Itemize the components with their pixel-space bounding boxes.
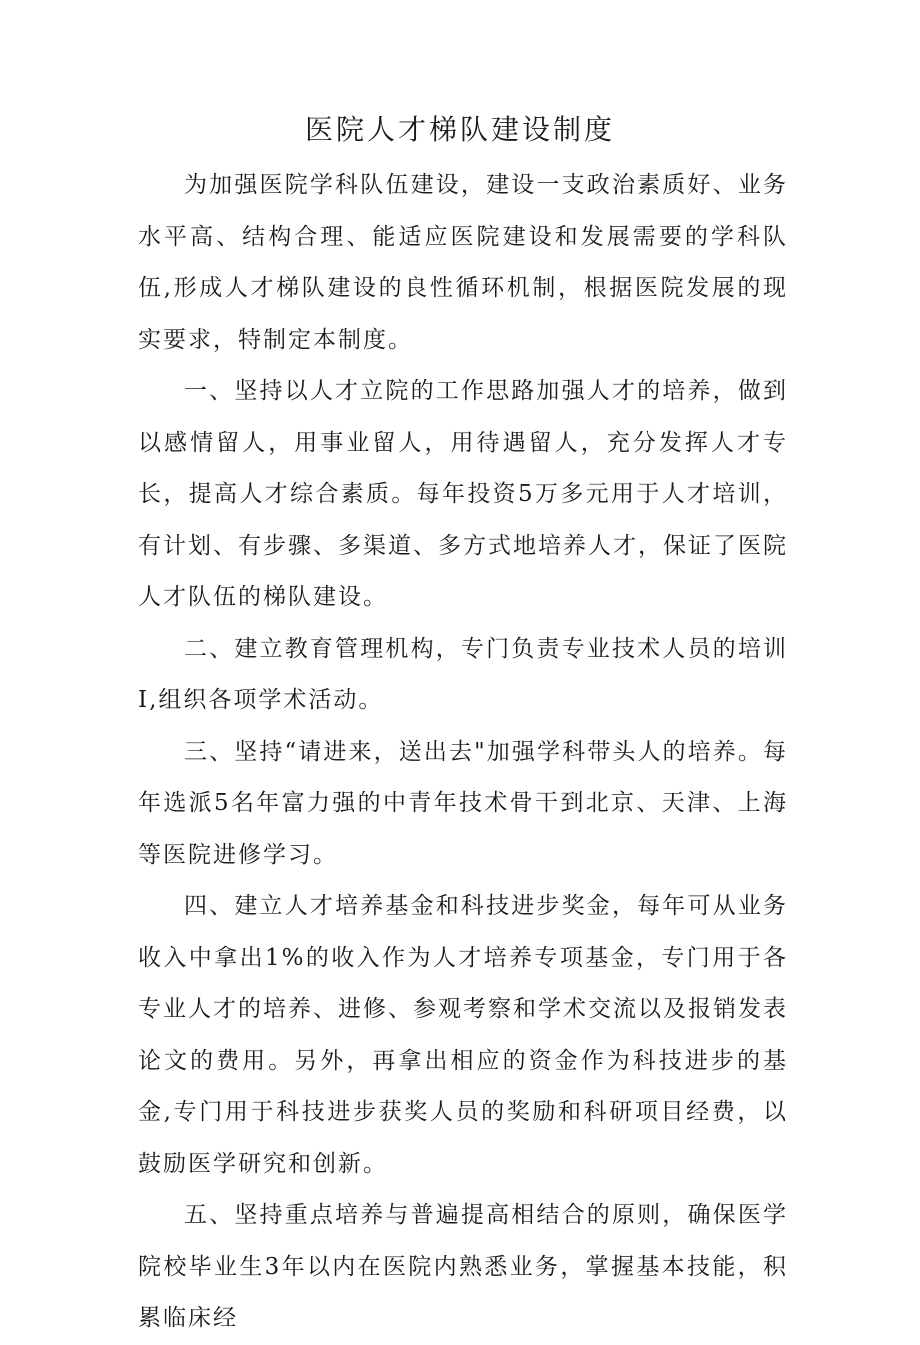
document-body (138, 160, 788, 1345)
intro-paragraph: 为加强医院学科队伍建设，建设一支政治素质好、业务水平高、结构合理、能适应医院建设和发展需要的学科队伍,形成人才梯队建设的良性循环机制，根据医院发展的现实要求，特制定本制度。 (138, 172, 788, 353)
clause-4-paragraph: 四、建立人才培养基金和科技进步奖金，每年可从业务收入中拿出1%的收入作为人才培养专项基金，专门用于各专业人才的培养、进修、参观考察和学术交流以及报销发表论文的费用。另外，再拿出相应的资金作为科技进步的基金,专门用于科技进步获奖人员的奖励和科研项目经费，以鼓励医学研究和创新。 (138, 893, 788, 1177)
clause-5-paragraph: 五、坚持重点培养与普遍提高相结合的原则，确保医学院校毕业生3年以内在医院内熟悉业务，掌握基本技能，积累临床经 (138, 1202, 788, 1331)
clause-1-paragraph: 一、坚持以人才立院的工作思路加强人才的培养，做到以感情留人，用事业留人，用待遇留人，充分发挥人才专长，提高人才综合素质。每年投资5万多元用于人才培训，有计划、有步骤、多渠道、多方式地培养人才，保证了医院人才队伍的梯队建设。 (138, 378, 788, 610)
document-title: 医院人才梯队建设制度 (304, 113, 615, 146)
clause-2-paragraph: 二、建立教育管理机构，专门负责专业技术人员的培训I,组织各项学术活动。 (138, 635, 788, 713)
clause-3-paragraph: 三、坚持“请进来，送出去"加强学科带头人的培养。每年选派5名年富力强的中青年技术骨干到北京、天津、上海等医院进修学习。 (138, 738, 788, 868)
